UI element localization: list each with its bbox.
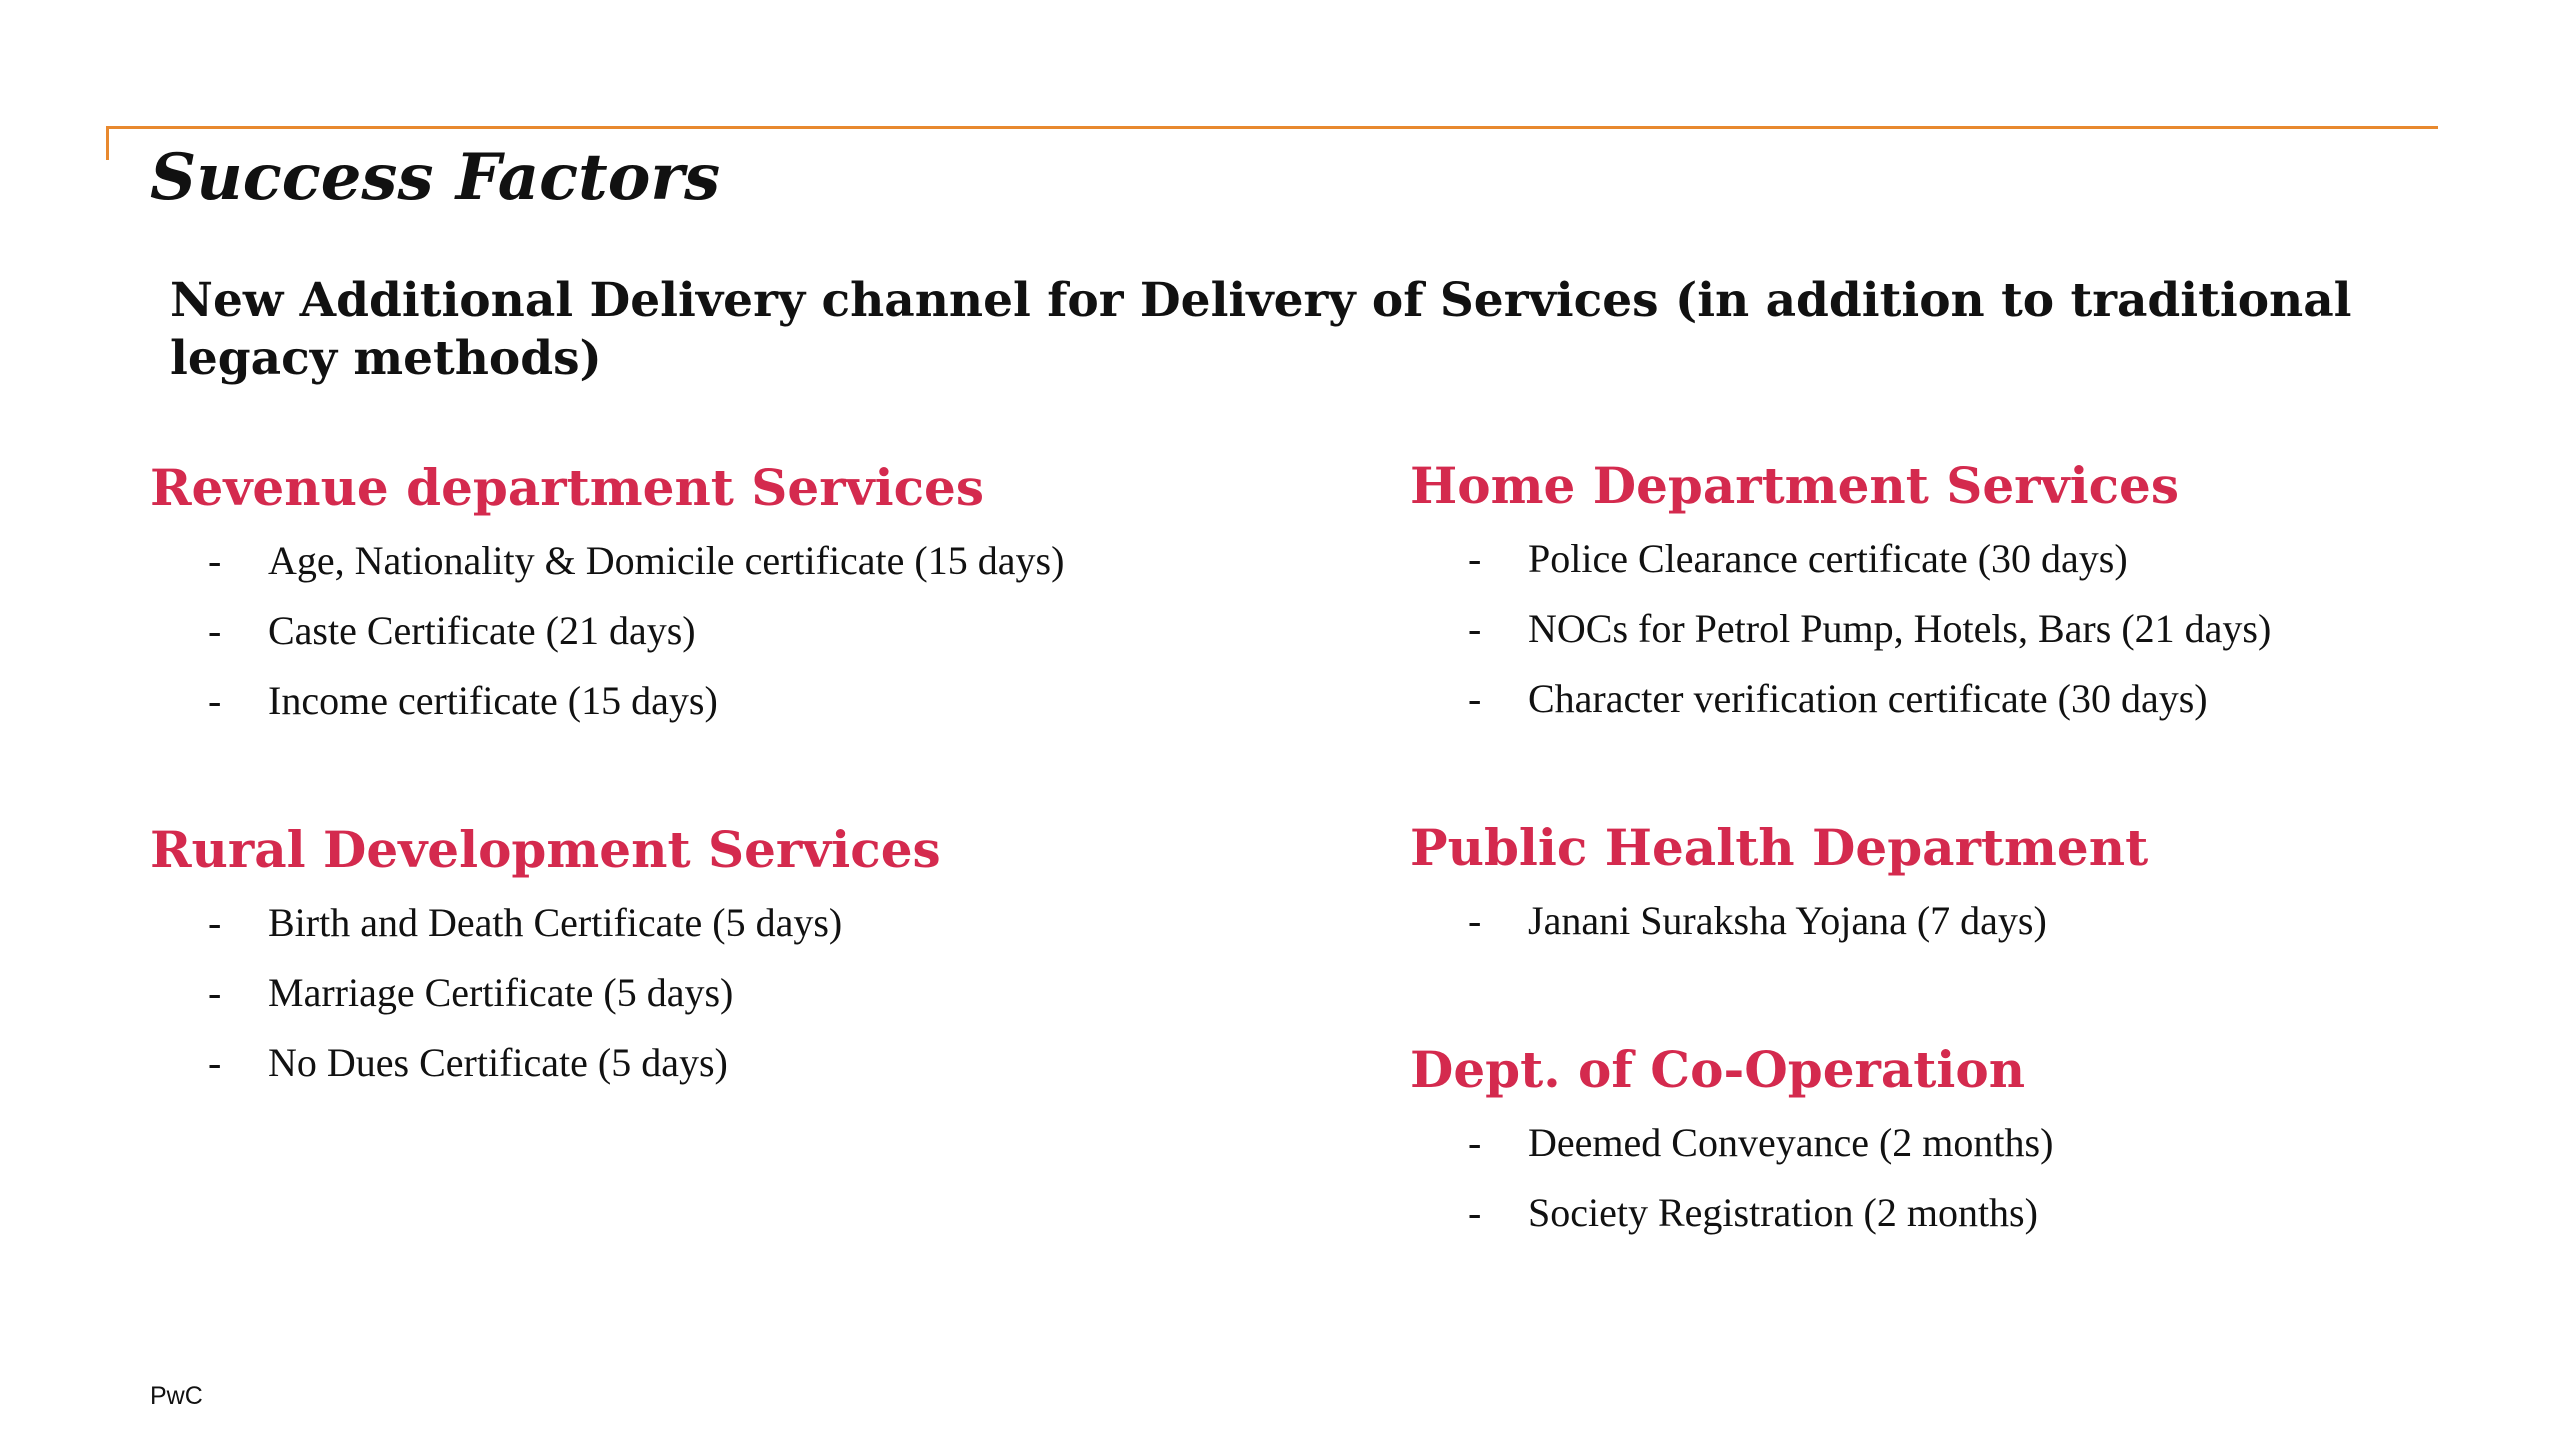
section-heading: Public Health Department [1410,818,2149,877]
section-heading: Dept. of Co-Operation [1410,1040,2026,1099]
service-item [150,596,1064,666]
service-item [1410,1178,2053,1248]
service-item-label: Marriage Certificate (5 days) [268,970,734,1015]
service-list [150,888,941,1098]
section-home-department [1410,456,2271,734]
service-list [1410,524,2271,734]
service-item [150,888,941,958]
service-item [1410,886,2148,956]
bullet-dash: - [1468,1120,1482,1165]
service-item [1410,1108,2053,1178]
bullet-dash: - [208,1040,222,1085]
bullet-dash: - [1468,676,1482,721]
section-heading: Revenue department Services [150,458,985,517]
service-item-label: Age, Nationality & Domicile certificate (15 days) [268,538,1065,583]
bullet-dash: - [1468,606,1482,651]
section-public-health [1410,818,2148,956]
bullet-dash: - [1468,898,1482,943]
title-accent-tick [106,126,109,160]
bullet-dash: - [208,538,222,583]
service-item-label: Character verification certificate (30 days) [1528,676,2208,721]
service-list [150,526,1064,736]
bullet-dash: - [208,970,222,1015]
service-item-label: Deemed Conveyance (2 months) [1528,1120,2054,1165]
service-list [1410,886,2148,956]
service-item [1410,594,2271,664]
service-item [150,1028,941,1098]
bullet-dash: - [208,608,222,653]
service-item [150,666,1064,736]
title-accent-rule [106,126,2438,129]
service-item-label: Society Registration (2 months) [1528,1190,2038,1235]
slide-title: Success Factors [150,140,721,215]
service-item [150,526,1064,596]
bullet-dash: - [1468,536,1482,581]
section-rural-development [150,820,941,1098]
section-heading: Home Department Services [1410,456,2179,515]
service-item-label: Janani Suraksha Yojana (7 days) [1528,898,2047,943]
footer-brand: PwC [150,1382,203,1410]
section-revenue [150,458,1064,736]
service-item-label: NOCs for Petrol Pump, Hotels, Bars (21 days) [1528,606,2272,651]
section-co-operation [1410,1040,2053,1248]
service-item-label: Police Clearance certificate (30 days) [1528,536,2128,581]
service-item [1410,524,2271,594]
slide-subtitle: New Additional Delivery channel for Delivery of Services (in addition to traditional legacy methods) [170,273,2352,386]
bullet-dash: - [1468,1190,1482,1235]
service-item-label: Caste Certificate (21 days) [268,608,696,653]
service-list [1410,1108,2053,1248]
service-item [150,958,941,1028]
service-item [1410,664,2271,734]
service-item-label: No Dues Certificate (5 days) [268,1040,728,1085]
service-item-label: Income certificate (15 days) [268,678,718,723]
bullet-dash: - [208,678,222,723]
bullet-dash: - [208,900,222,945]
section-heading: Rural Development Services [150,820,941,879]
service-item-label: Birth and Death Certificate (5 days) [268,900,843,945]
